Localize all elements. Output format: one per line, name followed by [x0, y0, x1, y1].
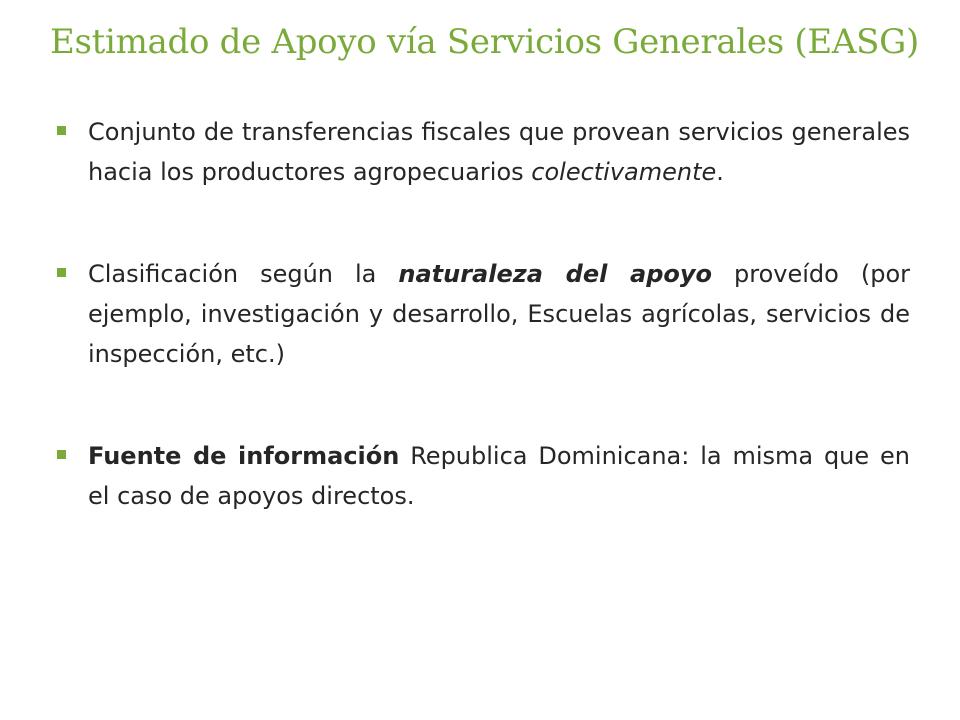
slide-title: Estimado de Apoyo vía Servicios Generales (EASG) — [50, 22, 919, 62]
bullet-item-clasificacion — [50, 254, 910, 374]
square-bullet-icon — [57, 126, 66, 135]
bullet-text-end: Republica Dominicana: la misma que en el caso de apoyos directos. — [88, 442, 910, 510]
bullet-emphasis: colectivamente — [531, 158, 717, 186]
bullet-emphasis: naturaleza del apoyo — [398, 260, 713, 288]
bullet-list — [50, 112, 910, 516]
square-bullet-icon — [57, 268, 66, 277]
bullet-text: Clasificación según la — [88, 260, 399, 288]
bullet-text-end: . — [716, 158, 724, 186]
bullet-item-fuente — [50, 436, 910, 516]
bullet-text: Conjunto de transferencias fiscales que provean servicios generales hacia los productores agropecuarios — [88, 118, 910, 186]
bullet-emphasis: Fuente de información — [88, 442, 400, 470]
bullet-item-transferencias — [50, 112, 910, 192]
bullet-text-end: proveído (por ejemplo, investigación y desarrollo, Escuelas agrícolas, servicios de inspección, etc.) — [88, 260, 910, 368]
square-bullet-icon — [57, 450, 66, 459]
